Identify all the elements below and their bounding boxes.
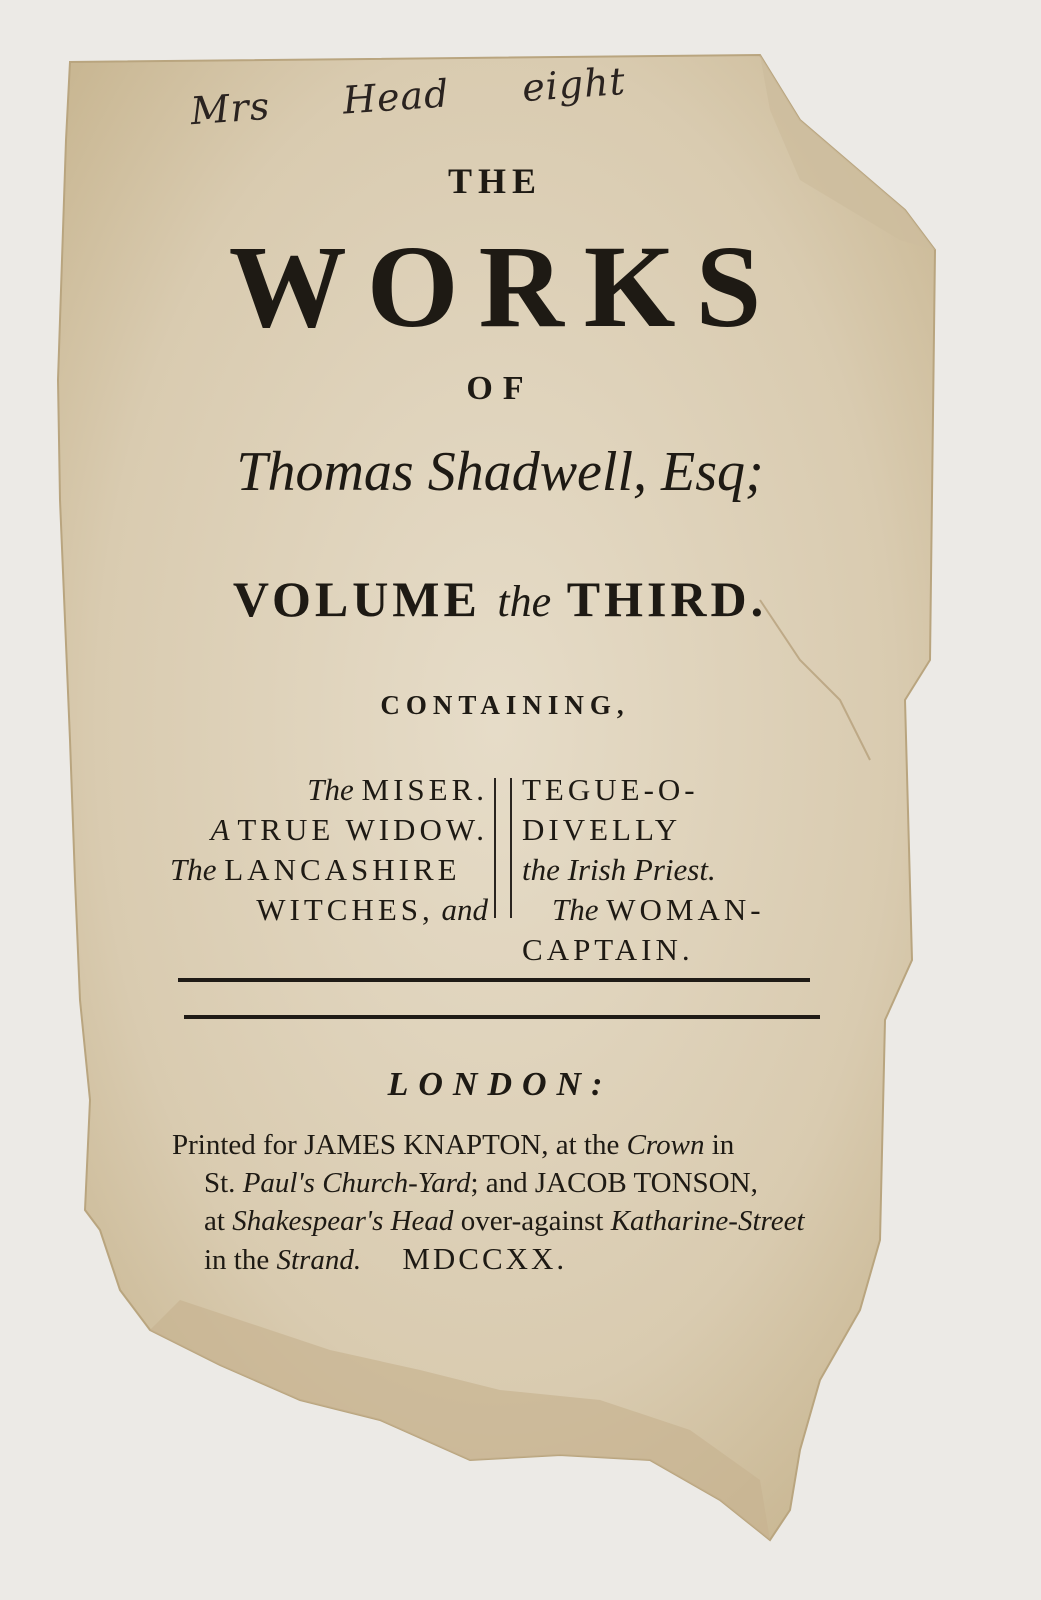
handwriting-word: Mrs <box>189 83 272 134</box>
containing-heading: CONTAINING, <box>380 690 630 720</box>
play-line <box>170 850 488 890</box>
imprint-line <box>172 1164 832 1202</box>
plays-column-right <box>522 770 832 970</box>
play-line <box>170 810 488 850</box>
volume-the: the <box>497 577 552 626</box>
imprint-text: in the <box>204 1244 270 1276</box>
play-line <box>522 930 832 970</box>
volume-number: THIRD. <box>566 571 768 627</box>
title-works: WORKS <box>228 221 782 352</box>
imprint-line <box>172 1202 832 1240</box>
play-line <box>522 850 832 890</box>
imprint-text: Printed for JAMES KNAPTON, at the <box>172 1129 620 1161</box>
imprint-italic: Strand. <box>276 1244 362 1276</box>
horizontal-rule <box>184 1015 820 1019</box>
play-line <box>522 770 832 850</box>
volume-line <box>170 570 830 628</box>
imprint-italic: Crown <box>626 1129 705 1161</box>
imprint-block <box>172 1126 832 1279</box>
horizontal-rule <box>178 978 810 982</box>
play-article: The <box>552 892 599 927</box>
imprint-text: over-against <box>460 1205 604 1237</box>
play-conjunction: and <box>441 892 488 927</box>
play-line <box>170 890 488 930</box>
author-name: Thomas Shadwell, Esq; <box>236 441 764 503</box>
play-article: The <box>170 852 217 887</box>
play-title: WITCHES, <box>256 892 434 927</box>
title-the: THE <box>447 161 543 201</box>
play-title: LANCASHIRE <box>224 852 461 887</box>
play-title: WOMAN- <box>606 892 765 927</box>
play-line <box>170 770 488 810</box>
play-article: The <box>307 772 354 807</box>
imprint-text: St. <box>204 1167 236 1199</box>
imprint-city: LONDON: <box>387 1066 613 1103</box>
handwriting-word: eight <box>520 58 628 111</box>
play-title: TEGUE-O-DIVELLY <box>522 772 699 847</box>
play-line <box>522 890 832 930</box>
imprint-text: at <box>204 1205 225 1237</box>
handwriting-word: Head <box>341 71 451 123</box>
play-title: MISER. <box>361 772 488 807</box>
play-article: A <box>210 812 230 847</box>
imprint-line <box>172 1240 832 1279</box>
imprint-text: ; and JACOB TONSON, <box>470 1167 758 1199</box>
play-title: CAPTAIN. <box>522 932 694 967</box>
volume-word: VOLUME <box>232 571 481 627</box>
title-of: OF <box>466 370 534 407</box>
handwritten-inscription <box>189 55 687 133</box>
plays-column-left <box>170 770 488 930</box>
imprint-line <box>172 1126 832 1164</box>
play-title: TRUE WIDOW. <box>237 812 488 847</box>
imprint-date: MDCCXX. <box>402 1241 568 1276</box>
imprint-italic: Katharine-Street <box>610 1205 805 1237</box>
imprint-italic: Paul's Church-Yard <box>242 1167 471 1199</box>
imprint-text: in <box>711 1129 735 1161</box>
imprint-italic: Shakespear's Head <box>232 1205 454 1237</box>
column-divider <box>494 778 512 918</box>
play-subtitle: the Irish Priest. <box>522 852 716 887</box>
